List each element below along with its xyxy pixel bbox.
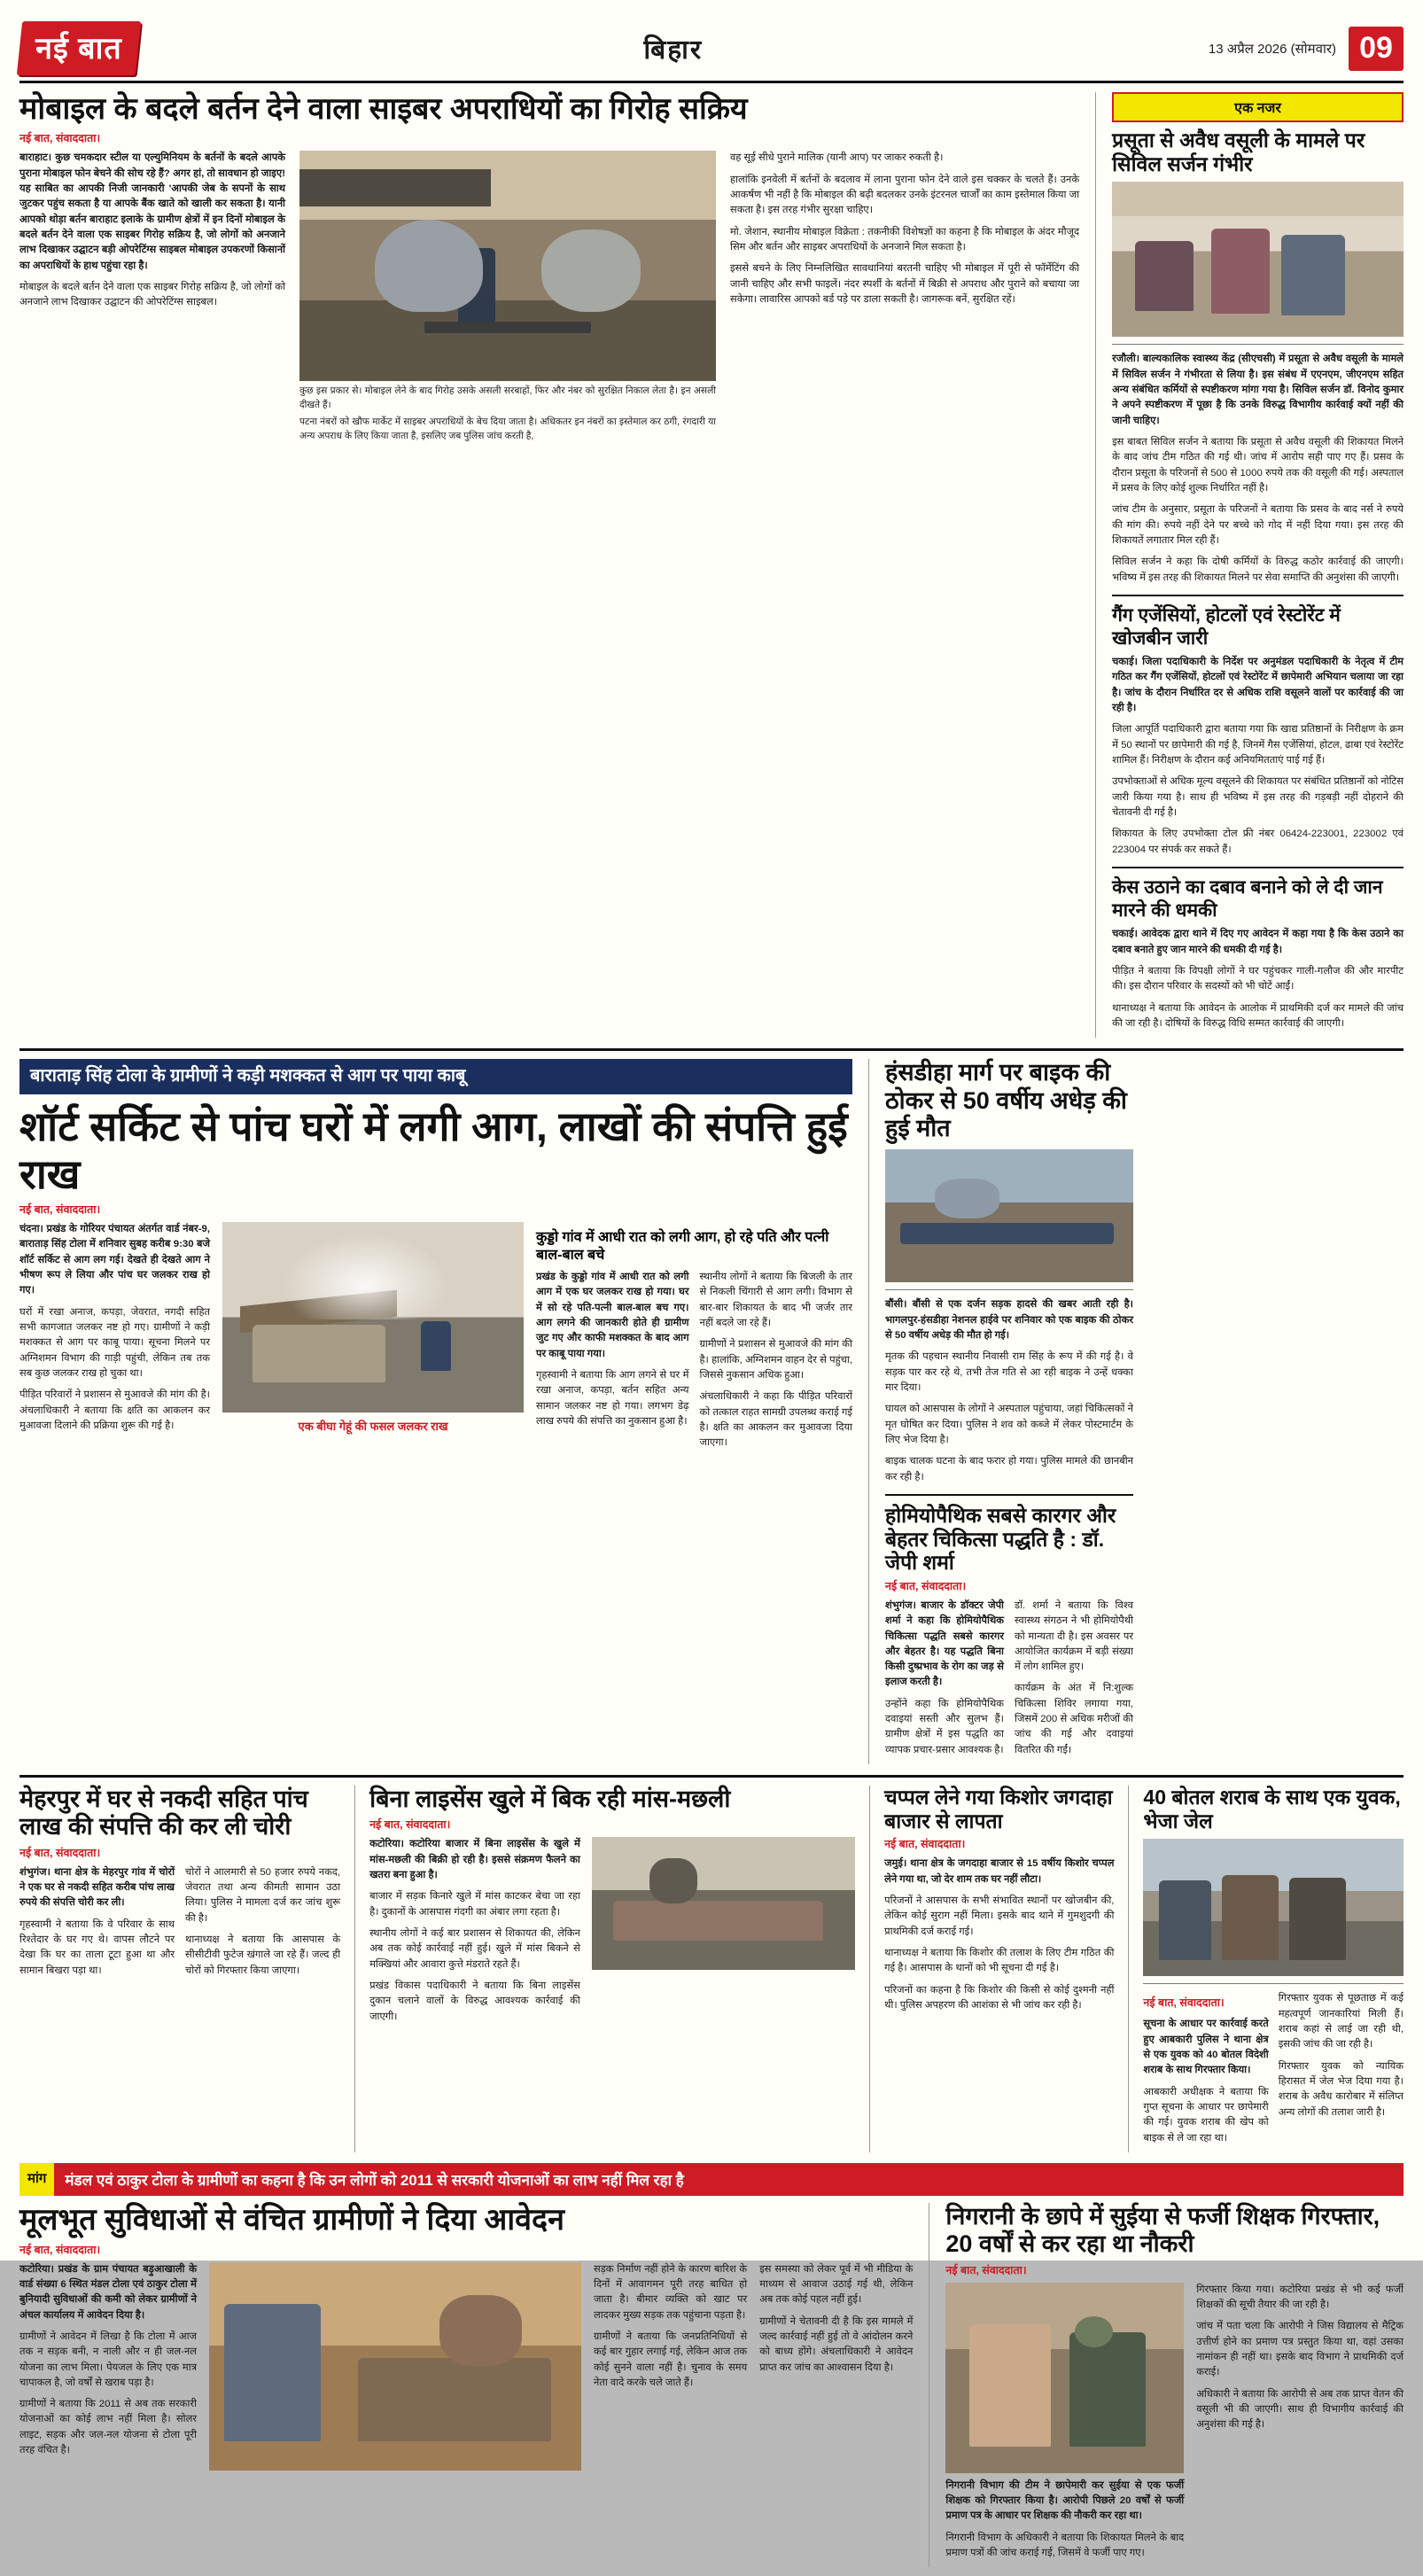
village-para-3: ग्रामीणों ने बताया कि 2011 से अब तक सरकारी योजनाओं का कोई लाभ नहीं मिला है। सोलर लाइट, सड़क और जल-नल योजना से टोला पूरी तरह वंचित है। [19, 2399, 197, 2456]
theft-col-2 [185, 1865, 340, 1985]
fake-teacher-photo [945, 2283, 1184, 2473]
lead-col-3 [730, 151, 1079, 442]
liquor-story [1143, 1786, 1404, 2152]
lead-para-2: मोबाइल के बदले बर्तन देने वाला एक साइबर गिरोह सक्रिय है, जो लोगों को अनजाने लाभ दिखाकर उद्घाटन की ओपरेटिंग्स साइबल। [19, 282, 285, 308]
chappal-byline: नई बात, संवाददाता। [884, 1838, 966, 1851]
chappal-para-3: थानाध्यक्ष ने बताया कि किशोर की तलाश के लिए टीम गठित की गई है। आसपास के थानों को भी सूचना दी गई है। [884, 1948, 1115, 1974]
bike-para-4: बाइक चालक घटना के बाद फरार हो गया। पुलिस मामले की छानबीन कर रही है। [885, 1456, 1133, 1483]
village-col-3 [594, 2262, 747, 2471]
village-para-5: ग्रामीणों ने बताया कि जनप्रतिनिधियों से कई बार गुहार लगाई गई, लेकिन आज तक कोई सुनने वाला नहीं है। चुनाव के समय नेता वादे करके चले जाते हैं। [594, 2331, 748, 2388]
liquor-para-3: गिरफ्तार युवक से पूछताछ में कई महत्वपूर्ण जानकारियां मिली हैं। शराब कहां से लाई जा रही थी, इसकी जांच की जा रही है। [1278, 1993, 1404, 2051]
middle-section [19, 1786, 1404, 2152]
theft-headline: मेहरपुर में घर से नकदी सहित पांच लाख की संपत्ति की कर ली चोरी [19, 1786, 308, 1841]
ek-nazar-para-1: रजौली। बाल्यकालिक स्वास्थ्य केंद्र (सीएचसी) में प्रसूता से अवैध वसूली के मामले में सिविल सर्जन ने गंभीरता से लिया है। इस संबंध में एएनएम, जीएनएम सहित अन्य संबंधित कर्मियों से स्पष्टीकरण मांगा गया है। सिविल सर्जन डॉ. विनोद कुमार ने अपने स्पष्टीकरण में पूछा है कि उनके विरुद्ध विभागीय कार्रवाई क्यों नहीं की जानी चाहिए। [1112, 354, 1404, 426]
theft-col-1 [19, 1865, 175, 1985]
gang-para-3: उपभोक्ताओं से अधिक मूल्य वसूलने की शिकायत पर संबंधित प्रतिष्ठानों को नोटिस जारी किया गया है। साथ ही भविष्य में इस तरह की गड़बड़ी नहीं दोहराने की चेतावनी दी गई है। [1112, 776, 1404, 819]
liquor-para-2: आबकारी अधीक्षक ने बताया कि गुप्त सूचना के आधार पर छापेमारी की गई। युवक शराब की खेप को बाइक से ले जा रहा था। [1143, 2086, 1269, 2144]
fire-para-3: पीड़ित परिवारों ने प्रशासन से मुआवजे की मांग की है। अंचलाधिकारी ने बताया कि क्षति का आकलन कर मुआवजा दिलाने की प्रक्रिया शुरू की गई है। [19, 1389, 210, 1431]
village-headline: मूलभूत सुविधाओं से वंचित ग्रामीणों ने दिया आवेदन [19, 2203, 564, 2237]
lead-photo-block [299, 151, 716, 442]
meat-photo [592, 1837, 855, 1970]
ek-nazar-body [1112, 352, 1404, 586]
threat-body [1112, 927, 1404, 1031]
lead-photo-caption-2: पटना नंबरों को खौफ मार्केट में साइबर अपराधियों के बेच दिया जाता है। अधिकतर इन नंबरों का इस्तेमाल कर ठगी, रंगदारी या अन्य अपराध के लिए किया जाता है, इसलिए जब पुलिस जांच करती है, [299, 416, 716, 441]
meat-photo-block [592, 1837, 855, 2031]
bike-para-1: बौंसी। बौंसी से एक दर्जन सड़क हादसे की खबर आती रही है। भागलपुर-हंसडीहा नेशनल हाईवे पर शनिवार को एक बाइक की ठोकर से 50 वर्षीय अधेड़ की मौत हो गई। [885, 1299, 1133, 1341]
meat-para-2: बाजार में सड़क किनारे खुले में मांस काटकर बेचा जा रहा है। दुकानों के आसपास गंदगी का अंबार लगा रहता है। [369, 1891, 580, 1918]
gang-para-1: चकाई। जिला पदाधिकारी के निर्देश पर अनुमंडल पदाधिकारी के नेतृत्व में टीम गठित कर गैंग एजेंसियों, होटलों एवं रेस्टोरेंट में छापेमारी अभियान चलाया जा रहा है। जांच के दौरान निर्धारित दर से अधिक राशि वसूलने वालों पर कार्रवाई की जा रही है। [1112, 657, 1404, 714]
fire-section [19, 1059, 1404, 1764]
meat-para-4: प्रखंड विकास पदाधिकारी ने बताया कि बिना लाइसेंस दुकान चलाने वालों के विरुद्ध आवश्यक कार्रवाई की जाएगी। [369, 1981, 580, 2022]
homeopathy-col-1 [885, 1599, 1004, 1764]
fake-teacher-byline: नई बात, संवाददाता। [945, 2263, 1027, 2276]
meat-para-3: स्थानीय लोगों ने कई बार प्रशासन से शिकायत की, लेकिन अब तक कोई कार्रवाई नहीं हुई। खुले में मांस बिकने से मक्खियां और आवारा कुत्ते मंडराते रहते हैं। [369, 1928, 580, 1970]
bottom-strap [19, 2163, 1404, 2196]
threat-para-3: थानाध्यक्ष ने बताया कि आवेदन के आलोक में प्राथमिकी दर्ज कर मामले की जांच की जा रही है। दोषियों के विरुद्ध विधि सम्मत कार्रवाई की जाएगी। [1112, 1002, 1404, 1029]
village-para-2: ग्रामीणों ने आवेदन में लिखा है कि टोला में आज तक न सड़क बनी, न नाली और न ही जल-नल योजना का लाभ मिला। पेयजल के लिए एक मात्र चापाकल है, जो वर्षों से खराब पड़ा है। [19, 2331, 197, 2388]
village-story [19, 2203, 913, 2567]
lead-para-4: हालांकि इनवेली में बर्तनों के बदलाव में लाना पुराना फोन देने वाले इस चक्कर के चलते हैं। उनके आकर्षण भी नहीं है कि मोबाइल की बढ़ी बदलकर उनके इंटरनल चार्जों का काम इस्तेमाल किया जा सकता है। इस तरह गंभीर सुरक्षा चाहिए। [730, 174, 1080, 216]
theft-byline: नई बात, संवाददाता। [19, 1846, 101, 1859]
homeopathy-para-1: शंभुगंज। बाजार के डॉक्टर जेपी शर्मा ने कहा कि होमियोपैथिक चिकित्सा पद्धति सबसे कारगर और बेहतर है। यह पद्धति बिना किसी दुष्प्रभाव के रोग का जड़ से इलाज करती है। [885, 1599, 1004, 1688]
homeopathy-para-4: कार्यक्रम के अंत में नि:शुल्क चिकित्सा शिविर लगाया गया, जिसमें 200 से अधिक मरीजों की जांच की गई और दवाइयां वितरित की गईं। [1015, 1683, 1133, 1755]
bike-photo [885, 1149, 1133, 1282]
masthead [19, 16, 1404, 83]
fire-sub-headline: कुड्डो गांव में आधी रात को लगी आग, हो रहे पति और पत्नी बाल-बाल बचे [536, 1230, 829, 1263]
village-col-1 [19, 2262, 197, 2471]
meat-story [369, 1786, 855, 2152]
lead-headline: मोबाइल के बदले बर्तन देने वाला साइबर अपराधियों का गिरोह सक्रिय [19, 92, 748, 126]
liquor-para-4: गिरफ्तार युवक को न्यायिक हिरासत में जेल भेज दिया गया है। शराब के अवैध कारोबार में संलिप्त अन्य लोगों की तलाश जारी है। [1278, 2060, 1404, 2118]
homeopathy-headline: होमियोपैथिक सबसे कारगर और बेहतर चिकित्सा पद्धति है : डॉ. जेपी शर्मा [885, 1503, 1116, 1575]
bike-story [885, 1059, 1133, 1764]
theft-para-2: गृहस्वामी ने बताया कि वे परिवार के साथ रिश्तेदार के घर गए थे। वापस लौटने पर देखा कि घर का ताला टूटा हुआ था और सामान बिखरा पड़ा था। [19, 1918, 175, 1976]
village-para-1: कटोरिया। प्रखंड के ग्राम पंचायत बड़ुआखाली के वार्ड संख्या 6 स्थित मंडल टोला एवं ठाकुर टोला में बुनियादी सुविधाओं की कमी को लेकर ग्रामीणों ने अंचल कार्यालय में आवेदन दिया है। [19, 2263, 197, 2321]
chappal-headline: चप्पल लेने गया किशोर जगदाहा बाजार से लापता [884, 1786, 1113, 1833]
gang-body [1112, 655, 1404, 858]
ek-nazar-para-4: सिविल सर्जन ने कहा कि दोषी कर्मियों के विरुद्ध कठोर कार्रवाई की जाएगी। भविष्य में इस तरह की शिकायत मिलने पर सेवा समाप्ति की अनुशंसा की जाएगी। [1112, 556, 1404, 583]
lead-para-5: मो. जेशान, स्थानीय मोबाइल विक्रेता : तकनीकी विशेषज्ञों का कहना है कि मोबाइल के अंदर मौजूद सिम और बर्तन और साइबर अपराधियों के अनजाने मिल सकता है। [730, 226, 1080, 253]
lead-story [19, 92, 1079, 1038]
meat-headline: बिना लाइसेंस खुले में बिक रही मांस-मछली [369, 1786, 731, 1813]
threat-headline: केस उठाने का दबाव बनाने को ले दी जान मारने की धमकी [1112, 877, 1383, 921]
homeopathy-byline: नई बात, संवाददाता। [885, 1579, 967, 1592]
fire-photo-caption: एक बीघा गेहूं की फसल जलकर राख [298, 1420, 448, 1433]
fire-photo [222, 1222, 524, 1413]
fake-teacher-para-2: निगरानी विभाग के अधिकारी ने बताया कि शिकायत मिलने के बाद प्रमाण पत्रों की जांच कराई गई, जिसमें वे फर्जी पाए गए। [945, 2532, 1185, 2559]
liquor-photo [1143, 1839, 1404, 1976]
fire-para-1: चंदना। प्रखंड के गोरियर पंचायत अंतर्गत वार्ड नंबर-9, बाराताड़ सिंह टोला में शनिवार सुबह करीब 9:30 बजे शॉर्ट सर्किट से आग लग गई। देखते ही देखते आग ने भीषण रूप ले लिया और पांच घर जलकर राख हो गए। [19, 1224, 210, 1296]
gang-para-4: शिकायत के लिए उपभोक्ता टोल फ्री नंबर 06424-223001, 223002 एवं 223004 पर संपर्क कर सकते हैं। [1112, 829, 1404, 855]
ek-nazar-photo [1112, 182, 1404, 337]
fake-teacher-para-1: निगरानी विभाग की टीम ने छापेमारी कर सुईया से एक फर्जी शिक्षक को गिरफ्तार किया है। आरोपी पिछले 20 वर्षों से फर्जी प्रमाण पत्र के आधार पर शिक्षक की नौकरी कर रहा था। [945, 2479, 1185, 2522]
liquor-col-1 [1143, 1991, 1268, 2152]
fire-col-3 [536, 1222, 852, 1458]
threat-para-1: चकाई। आवेदक द्वारा थाने में दिए गए आवेदन में कहा गया है कि केस उठाने का दबाव बनाते हुए जान मारने की धमकी दी गई है। [1112, 929, 1404, 955]
page-number: 09 [1349, 27, 1404, 71]
meat-byline: नई बात, संवाददाता। [369, 1818, 451, 1832]
liquor-para-1: सूचना के आधार पर कार्रवाई करते हुए आबकारी पुलिस ने थाना क्षेत्र से एक युवक को 40 बोतल विदेशी शराब के साथ गिरफ्तार किया। [1143, 2019, 1269, 2076]
fake-teacher-col-2 [1196, 2283, 1404, 2568]
top-section [19, 92, 1404, 1038]
ek-nazar-para-3: जांच टीम के अनुसार, प्रसूता के परिजनों ने बताया कि प्रसव के बाद नर्स ने रुपये की मांग की। रुपये नहीं देने पर बच्चे को गोद में नहीं दिया गया। इस तरह की शिकायतें लगातार मिल रही हैं। [1112, 504, 1404, 546]
village-para-4: सड़क निर्माण नहीं होने के कारण बारिश के दिनों में आवागमन पूरी तरह बाधित हो जाता है। बीमार व्यक्ति को खाट पर लादकर मुख्य सड़क तक पहुंचाना पड़ता है। [594, 2263, 748, 2321]
fire-headline: शॉर्ट सर्किट से पांच घरों में लगी आग, लाखों की संपत्ति हुई राख [19, 1103, 848, 1197]
lead-para-1: बाराहाट। कुछ चमकदार स्टील या एल्युमिनियम के बर्तनों के बदले आपके पुराना मोबाइल फोन बेचने की सोच रहे हैं? अगर हां, तो सावधान हो जाइए! यह साबित का आपकी निजी जानकारी 'आपकी जेब के सपनों के साथ जुटकर पहुंच सकता है या आपके बैंक खाते को खाली कर सकता है। यानी आपको थोड़ा बर्तन बाराहाट इलाके के ग्रामीण क्षेत्रों में इन दिनों मोबाइल के बदले बर्तन देने वाला एक साइबर गिरोह सक्रिय है, जो लोगों को अनजाने लाभ दिखाकर उद्घाटन बड़ी ओपरेटिंग्स साइबल मोबाइल उपकरणों किसानों का अपराधियों के हाथ पहुंचा रहा है। [19, 152, 285, 271]
village-photo-block [209, 2262, 581, 2471]
village-para-6: इस समस्या को लेकर पूर्व में भी मीडिया के माध्यम से आवाज उठाई गई थी, लेकिन अब तक कोई पहल नहीं हुई। [759, 2263, 914, 2306]
fire-col-1 [19, 1222, 210, 1458]
fake-teacher-story [945, 2203, 1404, 2567]
lead-para-6: इससे बचने के लिए निम्नलिखित सावधानियां बरतनी चाहिए भी मोबाइल में पूरी से फॉर्मेटिंग की जानी चाहिए और सभी फाइलें। नंदर स्पर्शी के बर्तनों में बिक्री से अपराध और पुराने को बचाया जा सकेगा। लावारिस आपको बर्ड पड़े पर डाला सकती है। जागरूक बनें, सुरक्षित रहें। [730, 263, 1080, 306]
liquor-col-2 [1279, 1991, 1404, 2152]
gang-headline: गैंग एजेंसियों, होटलों एवं रेस्टोरेंट में खोजबीन जारी [1112, 604, 1341, 649]
village-photo [209, 2262, 581, 2471]
meat-para-1: कटोरिया। कटोरिया बाजार में बिना लाइसेंस के खुले में मांस-मछली की बिक्री हो रही है। इससे संक्रमण फैलने का खतरा बना हुआ है। [369, 1839, 580, 1881]
masthead-right [1209, 27, 1404, 71]
homeopathy-col-2 [1015, 1599, 1133, 1764]
fire-sub-para-1: प्रखंड के कुड्डो गांव में आधी रात को लगी आग में एक घर जलकर राख हो गया। घर में सो रहे पति-पत्नी बाल-बाल बच गए। आग लगने की जानकारी होते ही ग्रामीण जुट गए और काफी मशक्कत के बाद आग पर काबू पाया गया। [536, 1272, 689, 1359]
chappal-para-2: परिजनों ने आसपास के सभी संभावित स्थानों पर खोजबीन की, लेकिन कोई सुराग नहीं मिला। इसके बाद थाने में गुमशुदगी की प्राथमिकी दर्ज कराई गई। [884, 1895, 1115, 1937]
right-rail [1112, 92, 1404, 1038]
fire-para-2: घरों में रखा अनाज, कपड़ा, जेवरात, नगदी सहित सभी कागजात जलकर नष्ट हो गए। ग्रामीणों ने कड़ी मशक्कत से आग पर काबू पाया। सूचना मिलने पर अग्निशमन विभाग की गाड़ी पहुंची, लेकिन तब तक सब कुछ जलकर राख हो चुका था। [19, 1306, 210, 1379]
theft-para-3: चोरों ने आलमारी से 50 हजार रुपये नकद, जेवरात तथा अन्य कीमती सामान उठा लिया। पुलिस ने मामला दर्ज कर जांच शुरू की है। [185, 1866, 341, 1924]
ek-nazar-headline: प्रसूता से अवैध वसूली के मामले पर सिविल सर्जन गंभीर [1112, 128, 1365, 175]
bottom-section [19, 2203, 1404, 2567]
theft-para-1: शंभुगंज। थाना क्षेत्र के मेहरपुर गांव में चोरों ने एक घर से नकदी सहित करीब पांच लाख रुपये की संपत्ति चोरी कर ली। [19, 1866, 175, 1909]
village-byline: नई बात, संवाददाता। [19, 2243, 101, 2256]
fire-sub-col-1 [536, 1270, 689, 1458]
bike-headline: हंसडीहा मार्ग पर बाइक की ठोकर से 50 वर्षीय अधेड़ की हुई मौत [885, 1059, 1127, 1141]
chappal-story [884, 1786, 1114, 2152]
bike-para-3: घायल को आसपास के लोगों ने अस्पताल पहुंचाया, जहां चिकित्सकों ने मृत घोषित कर दिया। पुलिस ने शव को कब्जे में लेकर पोस्टमार्टम के लिए भेज दिया है। [885, 1404, 1133, 1445]
meat-text [369, 1837, 580, 2031]
lead-photo-caption: कुछ इस प्रकार से। मोबाइल लेने के बाद गिरोह उसके असली सरबाहों, फिर और नंबर को सुरक्षित निकाल लेता है। इन असली दीखते हैं। [299, 385, 716, 410]
fake-teacher-headline: निगरानी के छापे में सुईया से फर्जी शिक्षक गिरफ्तार, 20 वर्षों से कर रहा था नौकरी [945, 2203, 1380, 2258]
gang-para-2: जिला आपूर्ति पदाधिकारी द्वारा बताया गया कि खाद्य प्रतिष्ठानों के निरीक्षण के क्रम में 50 स्थानों पर छापेमारी की गई है, जिनमें गैस एजेंसियां, होटल, ढाबा एवं रेस्टोरेंट शामिल हैं। निरीक्षण के दौरान कई अनियमितताएं पाई गई हैं। [1112, 724, 1404, 767]
bottom-strap-text: मंडल एवं ठाकुर टोला के ग्रामीणों का कहना है कि उन लोगों को 2011 से सरकारी योजनाओं का लाभ नहीं मिल रहा है [54, 2163, 1404, 2196]
fire-photo-block [222, 1222, 524, 1458]
fake-teacher-para-5: अधिकारी ने बताया कि आरोपी से अब तक प्राप्त वेतन की वसूली भी की जाएगी। साथ ही विभागीय कार्रवाई की अनुशंसा की गई है। [1196, 2388, 1404, 2431]
liquor-headline: 40 बोतल शराब के साथ एक युवक, भेजा जेल [1143, 1786, 1401, 1833]
bottom-tag: मांग [19, 2163, 54, 2196]
ek-nazar-para-2: इस बाबत सिविल सर्जन ने बताया कि प्रसूता से अवैध वसूली की शिकायत मिलने के बाद जांच टीम गठित की गई थी। जांच में आरोप सही पाए गए हैं। प्रसव के दौरान प्रसूता के परिजनों से 500 से 1000 रुपये तक की वसूली की गई। अस्पताल में प्रसव के लिए कोई शुल्क निर्धारित नहीं है। [1112, 436, 1404, 494]
fake-teacher-para-3: गिरफ्तार किया गया। कटोरिया प्रखंड से भी कई फर्जी शिक्षकों की सूची तैयार की जा रही है। [1196, 2284, 1404, 2311]
newspaper-logo [17, 21, 141, 75]
village-col-4 [759, 2262, 913, 2471]
fire-sub-para-4: ग्रामीणों ने प्रशासन से मुआवजे की मांग की है। हालांकि, अग्निशमन वाहन देर से पहुंचा, जिससे नुकसान अधिक हुआ। [699, 1339, 852, 1381]
theft-story [19, 1786, 340, 2152]
fire-sub-col-2 [700, 1270, 853, 1458]
bike-para-2: मृतक की पहचान स्थानीय निवासी राम सिंह के रूप में की गई है। वे सड़क पार कर रहे थे, तभी तेज गति से आ रही बाइक ने उन्हें धक्का मार दिया। [885, 1351, 1133, 1393]
ek-nazar-tag: एक नजर [1112, 92, 1404, 122]
chappal-body [884, 1856, 1114, 2013]
chappal-para-4: परिजनों का कहना है कि किशोर की किसी से कोई दुश्मनी नहीं थी। पुलिस अपहरण की आशंका से भी जांच कर रही है। [884, 1984, 1115, 2012]
publication-date: 13 अप्रैल 2026 (सोमवार) [1208, 41, 1336, 57]
fire-sub-para-3: स्थानीय लोगों ने बताया कि बिजली के तार से निकली चिंगारी से आग लगी। विभाग से बार-बार शिकायत के बाद भी जर्जर तार नहीं बदले जा रहे हैं। [699, 1272, 852, 1328]
lead-byline: नई बात, संवाददाता। [19, 132, 101, 145]
liquor-byline: नई बात, संवाददाता। [1143, 1996, 1225, 2010]
fire-sub-para-2: गृहस्वामी ने बताया कि आग लगने से घर में रखा अनाज, कपड़ा, बर्तन सहित अन्य सामान जलकर नष्ट हो गया। लगभग डेढ़ लाख रुपये की संपत्ति का नुकसान हुआ है। [536, 1369, 689, 1427]
bike-body [885, 1297, 1133, 1485]
lead-para-3: वह सूई सीधे पुराने मालिक (यानी आप) पर जाकर रुकती है। [730, 152, 944, 164]
fire-strap: बाराताड़ सिंह टोला के ग्रामीणों ने कड़ी मशक्कत से आग पर पाया काबू [19, 1059, 852, 1094]
chappal-para-1: जमुई। थाना क्षेत्र के जगदाहा बाजार से 15 वर्षीय किशोर चप्पल लेने गया था, जो देर शाम तक घर नहीं लौटा। [884, 1858, 1115, 1885]
lead-col-1 [19, 151, 285, 442]
edition-title: बिहार [643, 35, 704, 65]
logo-text: नई बात [35, 32, 122, 66]
village-para-7: ग्रामीणों ने चेतावनी दी है कि इस मामले में जल्द कार्रवाई नहीं हुई तो वे आंदोलन करने को बाध्य होंगे। अंचलाधिकारी ने आवेदन प्राप्त कर जांच का आश्वासन दिया है। [759, 2315, 914, 2373]
lead-photo [299, 151, 716, 381]
threat-para-2: पीड़ित ने बताया कि विपक्षी लोगों ने घर पहुंचकर गाली-गलौज की और मारपीट की। इस दौरान परिवार के सदस्यों को भी चोटें आईं। [1112, 965, 1404, 992]
theft-para-4: थानाध्यक्ष ने बताया कि आसपास के सीसीटीवी फुटेज खंगाले जा रहे हैं। जल्द ही चोरों को गिरफ्तार किया जाएगा। [185, 1934, 341, 1976]
fire-byline: नई बात, संवाददाता। [19, 1203, 101, 1216]
homeopathy-para-2: उन्होंने कहा कि होमियोपैथिक दवाइयां सस्ती और सुलभ हैं। ग्रामीण क्षेत्रों में इस पद्धति का व्यापक प्रचार-प्रसार आवश्यक है। [885, 1698, 1004, 1755]
fire-sub-para-5: अंचलाधिकारी ने कहा कि पीड़ित परिवारों को तत्काल राहत सामग्री उपलब्ध कराई गई है। क्षति का आकलन कर मुआवजा दिया जाएगा। [699, 1391, 852, 1449]
fake-teacher-photo-block [945, 2283, 1184, 2568]
homeopathy-para-3: डॉ. शर्मा ने बताया कि विश्व स्वास्थ्य संगठन ने भी होमियोपैथी को मान्यता दी है। इस अवसर पर आयोजित कार्यक्रम में बड़ी संख्या में लोग शामिल हुए। [1015, 1599, 1133, 1673]
fire-story [19, 1059, 852, 1764]
fake-teacher-para-4: जांच में पता चला कि आरोपी ने जिस विद्यालय से मैट्रिक उत्तीर्ण होने का प्रमाण पत्र प्रस्तुत किया था, वहां उसका नामांकन ही नहीं था। इसके बाद विभाग ने प्राथमिकी दर्ज कराई। [1196, 2321, 1404, 2378]
